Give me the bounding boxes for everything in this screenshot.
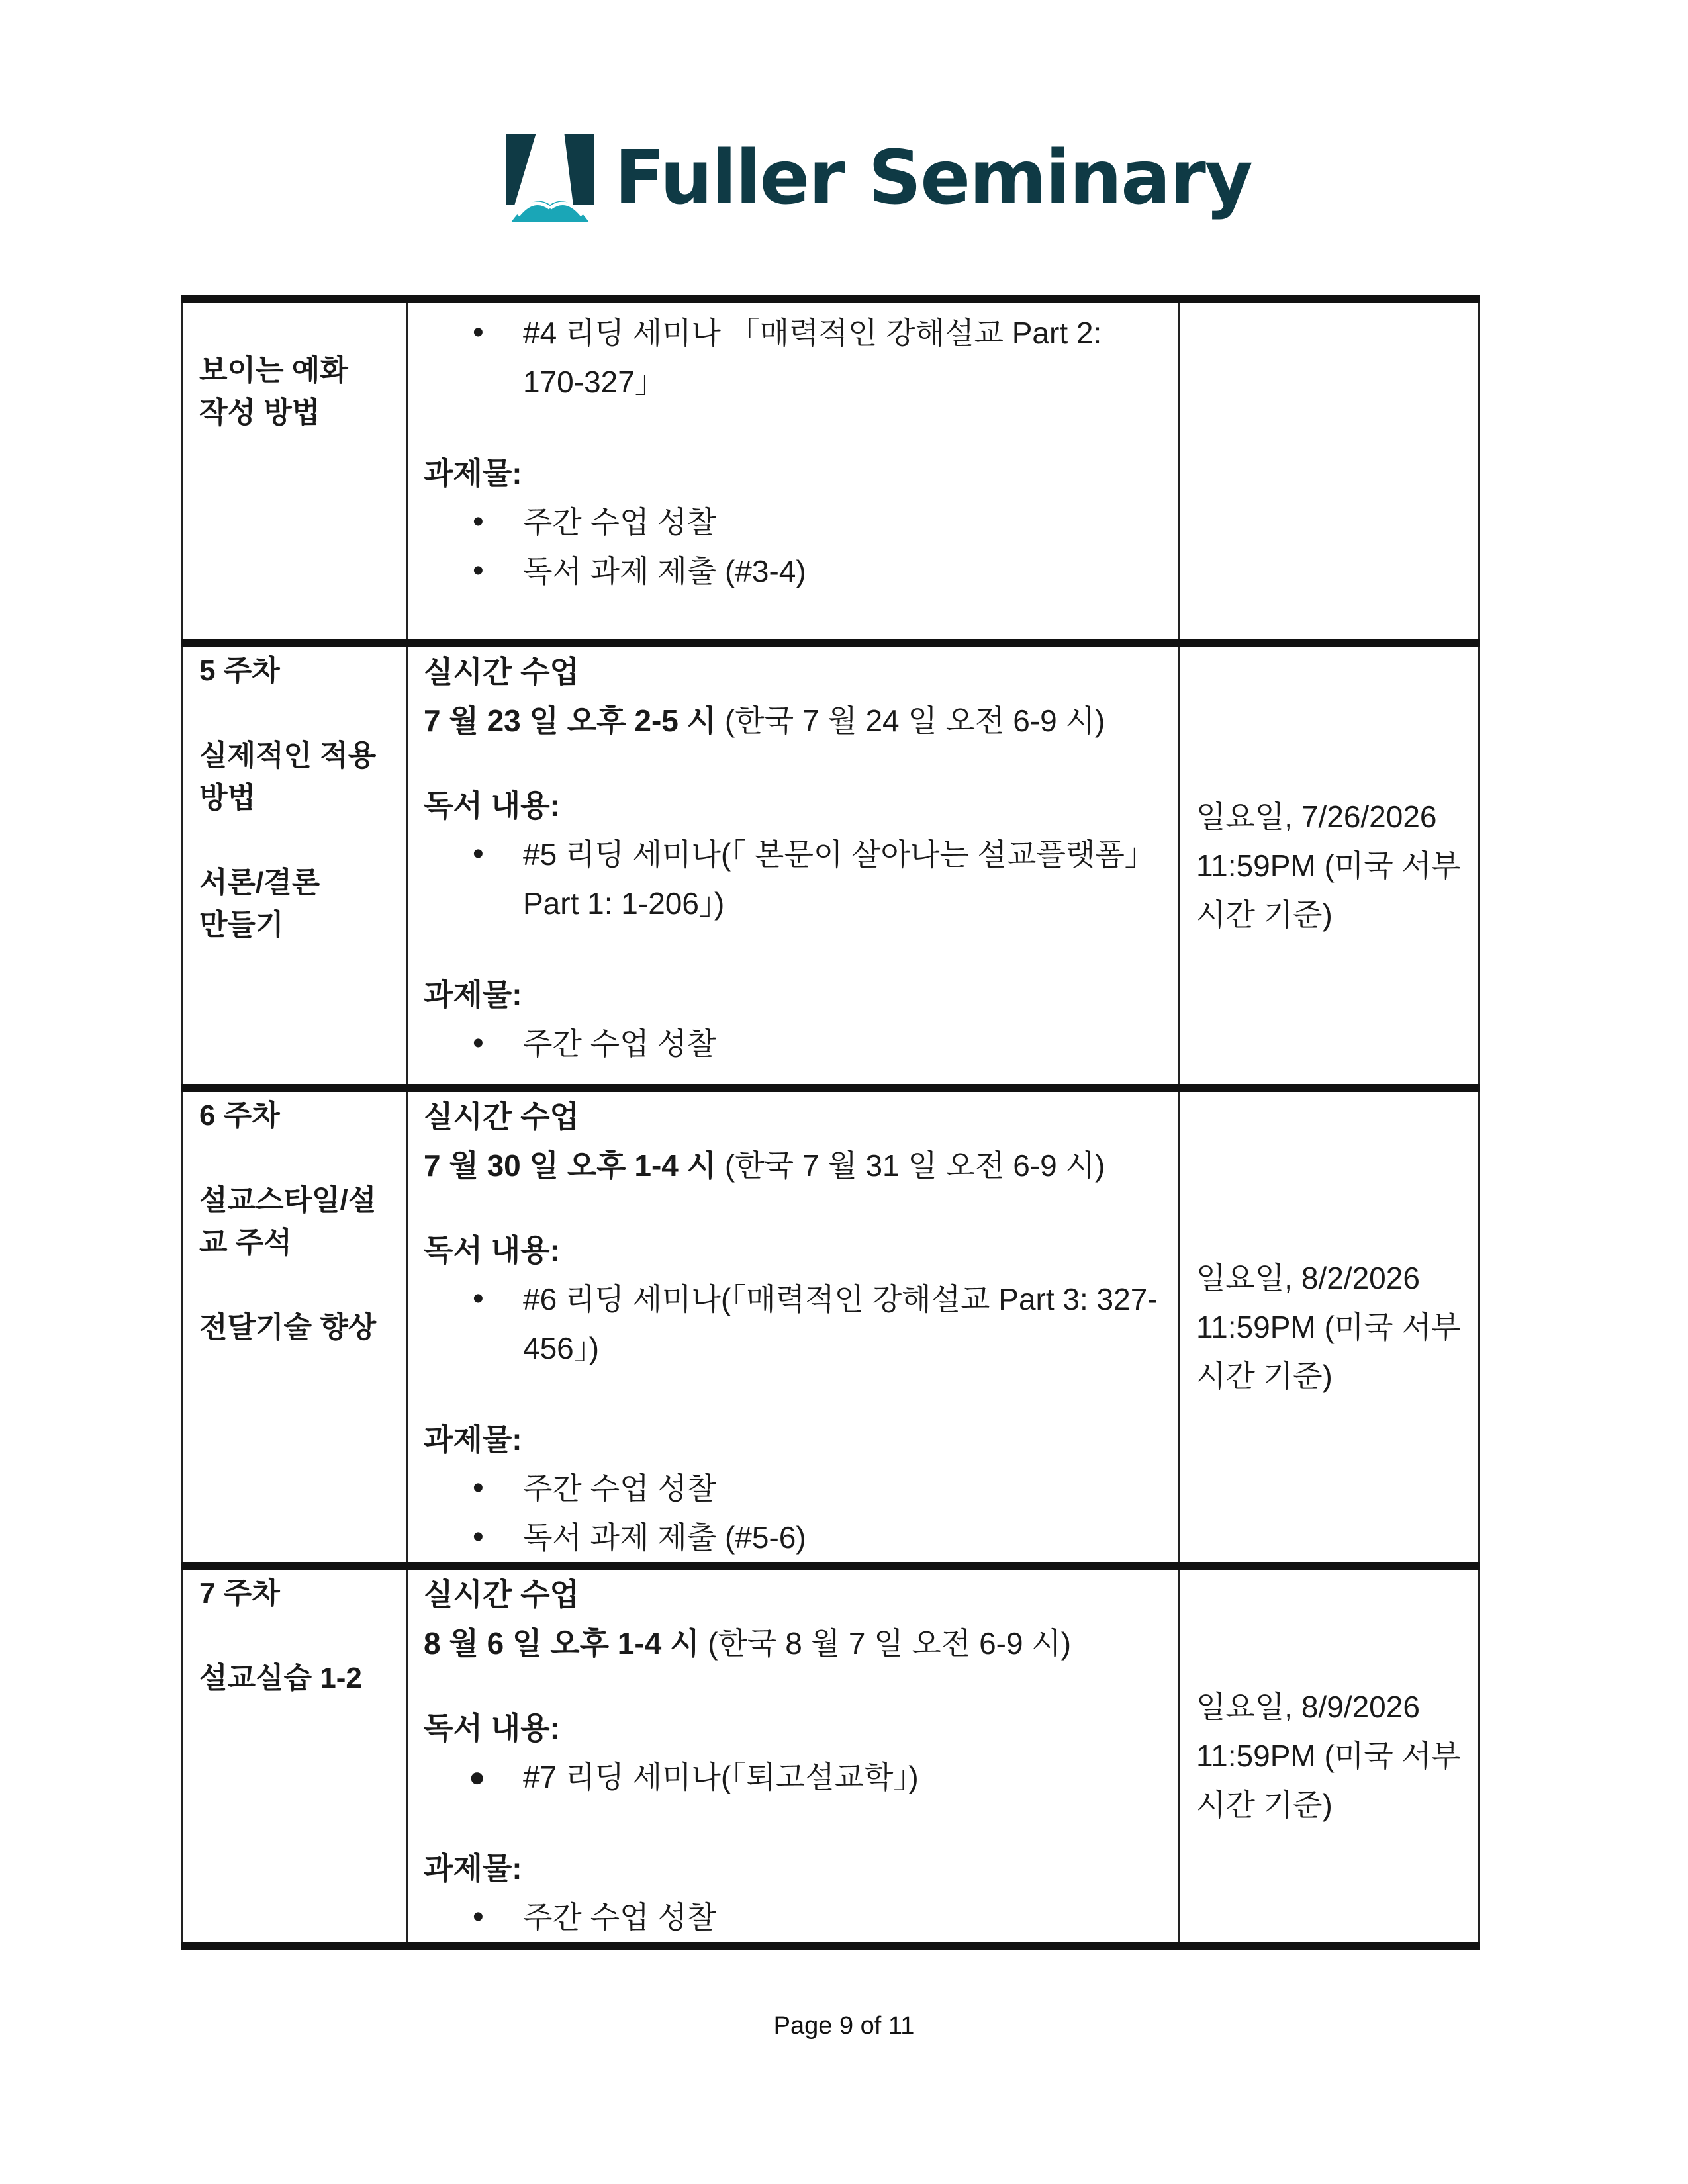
week-number: 7 주차 [199, 1577, 280, 1610]
brand-name: Fuller Seminary [614, 135, 1252, 221]
week-number: 5 주차 [199, 655, 280, 687]
session-time-korea: (한국 8 월 7 일 오전 6-9 시) [699, 1626, 1072, 1661]
week-title: 전달기술 향상 [199, 1311, 377, 1343]
table-row [183, 1566, 1479, 1946]
due-cell [1180, 299, 1479, 643]
session-time [424, 1619, 1162, 1668]
session-label: 실시간 수업 [424, 1577, 579, 1612]
page-number: Page 9 of 11 [773, 2012, 915, 2040]
assignment-label: 과제물: [424, 1422, 522, 1457]
assignment-item: • 주간 수업 성찰 [424, 1464, 1162, 1513]
week-cell [183, 1088, 407, 1566]
reading-list [424, 1752, 1162, 1801]
assignment-list [424, 1019, 1162, 1068]
reading-label: 독서 내용: [424, 1711, 560, 1745]
reading-item: • #6 리딩 세미나(「매력적인 강해설교 Part 3: 327-456」) [424, 1275, 1162, 1373]
week-title: 실제적인 적용 [199, 739, 377, 772]
reading-label: 독서 내용: [424, 788, 560, 823]
session-label: 실시간 수업 [424, 1099, 579, 1134]
week-cell [183, 643, 407, 1088]
due-cell: 일요일, 8/2/2026 11:59PM (미국 서부시간 기준) [1180, 1088, 1479, 1566]
week-title: 만들기 [199, 909, 284, 941]
assignment-label: 과제물: [424, 1851, 522, 1886]
table-row [183, 299, 1479, 643]
content-cell [407, 1566, 1180, 1946]
due-cell: 일요일, 7/26/2026 11:59PM (미국 서부시간 기준) [1180, 643, 1479, 1088]
reading-item: • #4 리딩 세미나 「매력적인 강해설교 Part 2: 170-327」 [424, 308, 1162, 406]
table-row [183, 643, 1479, 1088]
due-cell: 일요일, 8/9/2026 11:59PM (미국 서부시간 기준) [1180, 1566, 1479, 1946]
session-time [424, 1141, 1162, 1190]
assignment-label: 과제물: [424, 978, 522, 1012]
reading-list [424, 1275, 1162, 1373]
week-title: 작성 방법 [199, 396, 320, 429]
content-cell [407, 299, 1180, 643]
table-row [183, 1088, 1479, 1566]
week-title: 설교실습 1-2 [199, 1662, 362, 1694]
session-label: 실시간 수업 [424, 655, 579, 689]
week-cell [183, 299, 407, 643]
week-title: 방법 [199, 782, 256, 814]
content-cell [407, 643, 1180, 1088]
week-cell [183, 1566, 407, 1946]
assignment-list [424, 1464, 1162, 1562]
assignment-item: • 독서 과제 제출 (#5-6) [424, 1513, 1162, 1562]
session-time-korea: (한국 7 월 24 일 오전 6-9 시) [716, 704, 1105, 738]
week-title: 교 주석 [199, 1226, 292, 1259]
week-title: 서론/결론 [199, 866, 320, 899]
session-time-us: 7 월 23 일 오후 2-5 시 [424, 704, 717, 738]
reading-item: • #5 리딩 세미나(「 본문이 살아나는 설교플랫폼」 Part 1: 1-206」) [424, 830, 1162, 928]
assignment-list [424, 498, 1162, 596]
session-time-us: 8 월 6 일 오후 1-4 시 [424, 1626, 700, 1661]
assignment-item: • 독서 과제 제출 (#3-4) [424, 547, 1162, 596]
session-time [424, 696, 1162, 745]
reading-label: 독서 내용: [424, 1233, 560, 1267]
assignment-item: • 주간 수업 성찰 [424, 498, 1162, 547]
reading-item: ● #7 리딩 세미나(「퇴고설교학」) [424, 1752, 1162, 1801]
assignment-list [424, 1893, 1162, 1942]
assignment-item: • 주간 수업 성찰 [424, 1893, 1162, 1942]
week-title: 설교스타일/설 [199, 1184, 377, 1216]
header-logo [506, 131, 1252, 225]
session-time-us: 7 월 30 일 오후 1-4 시 [424, 1148, 717, 1183]
week-title: 보이는 예화 [199, 354, 348, 387]
session-time-korea: (한국 7 월 31 일 오전 6-9 시) [716, 1148, 1105, 1183]
reading-list [424, 830, 1162, 928]
assignment-label: 과제물: [424, 456, 522, 490]
reading-list [424, 308, 1162, 406]
assignment-item: • 주간 수업 성찰 [424, 1019, 1162, 1068]
week-number: 6 주차 [199, 1099, 280, 1132]
schedule-table [181, 295, 1480, 1950]
fuller-book-logo-icon [506, 134, 594, 222]
content-cell [407, 1088, 1180, 1566]
